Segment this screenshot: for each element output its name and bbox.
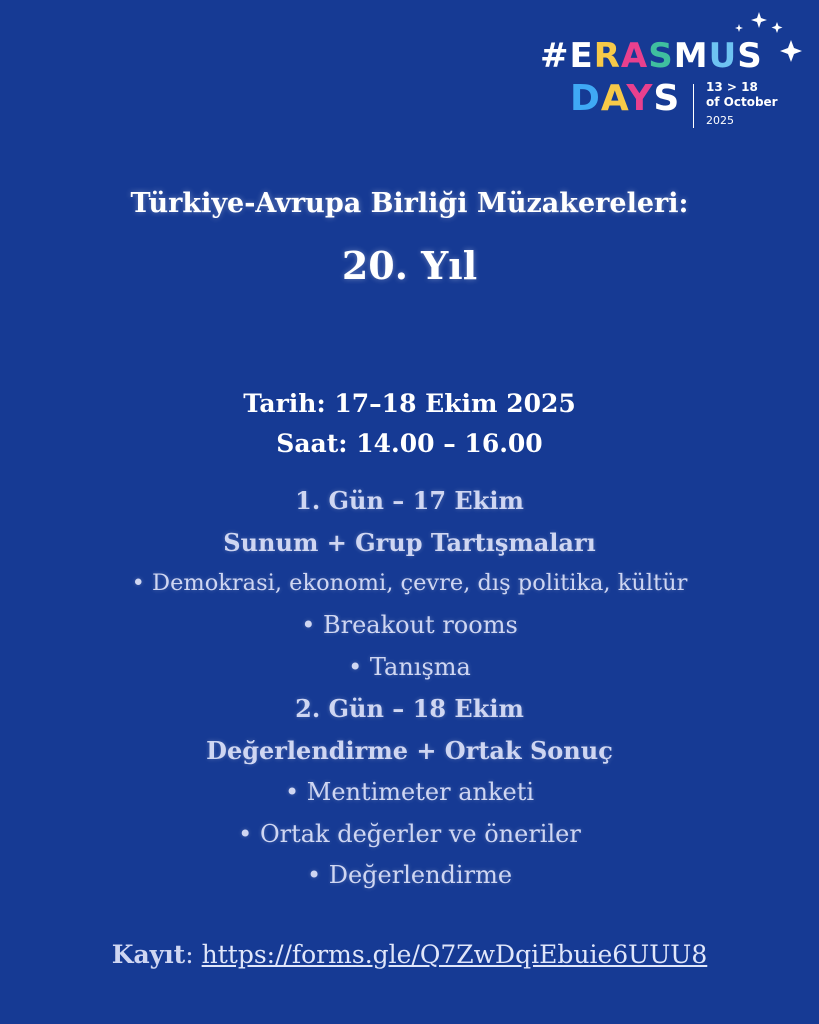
logo-year: 2025 <box>706 114 734 127</box>
erasmus-days-logo <box>536 10 806 135</box>
agenda-bullet: • Breakout rooms <box>301 611 518 640</box>
logo-range-month: of October <box>706 95 778 109</box>
registration-separator: : <box>185 940 194 969</box>
agenda-day-heading: 1. Gün – 17 Ekim <box>295 486 524 515</box>
logo-date-range <box>706 80 778 110</box>
agenda-bullet: • Demokrasi, ekonomi, çevre, dış politika, kültür <box>131 570 688 597</box>
agenda-bullet: • Değerlendirme <box>306 861 513 890</box>
event-date: Tarih: 17–18 Ekim 2025 <box>243 389 576 418</box>
event-time: Saat: 14.00 – 16.00 <box>276 429 543 458</box>
agenda-bullet: • Ortak değerler ve öneriler <box>238 819 581 848</box>
agenda-session-heading: Değerlendirme + Ortak Sonuç <box>206 736 613 766</box>
logo-days-wordmark: DAYS <box>570 78 681 119</box>
event-title: Türkiye-Avrupa Birliği Müzakereleri: <box>130 188 689 219</box>
agenda-day-heading: 2. Gün – 18 Ekim <box>295 694 524 724</box>
registration-label: Kayıt <box>111 940 186 969</box>
logo-range-days: 13 > 18 <box>706 80 758 94</box>
agenda-list <box>0 480 819 897</box>
registration-line <box>0 940 819 969</box>
agenda-bullet: • Mentimeter anketi <box>284 777 535 806</box>
registration-link[interactable]: https://forms.gle/Q7ZwDqiEbuie6UUU8 <box>201 940 708 969</box>
agenda-session-heading: Sunum + Grup Tartışmaları <box>223 527 596 557</box>
logo-erasmus-wordmark: #ERASMUS <box>540 36 763 76</box>
agenda-bullet: • Tanışma <box>348 652 471 681</box>
event-subtitle: 20. Yıl <box>341 243 478 288</box>
logo-divider <box>693 84 694 128</box>
